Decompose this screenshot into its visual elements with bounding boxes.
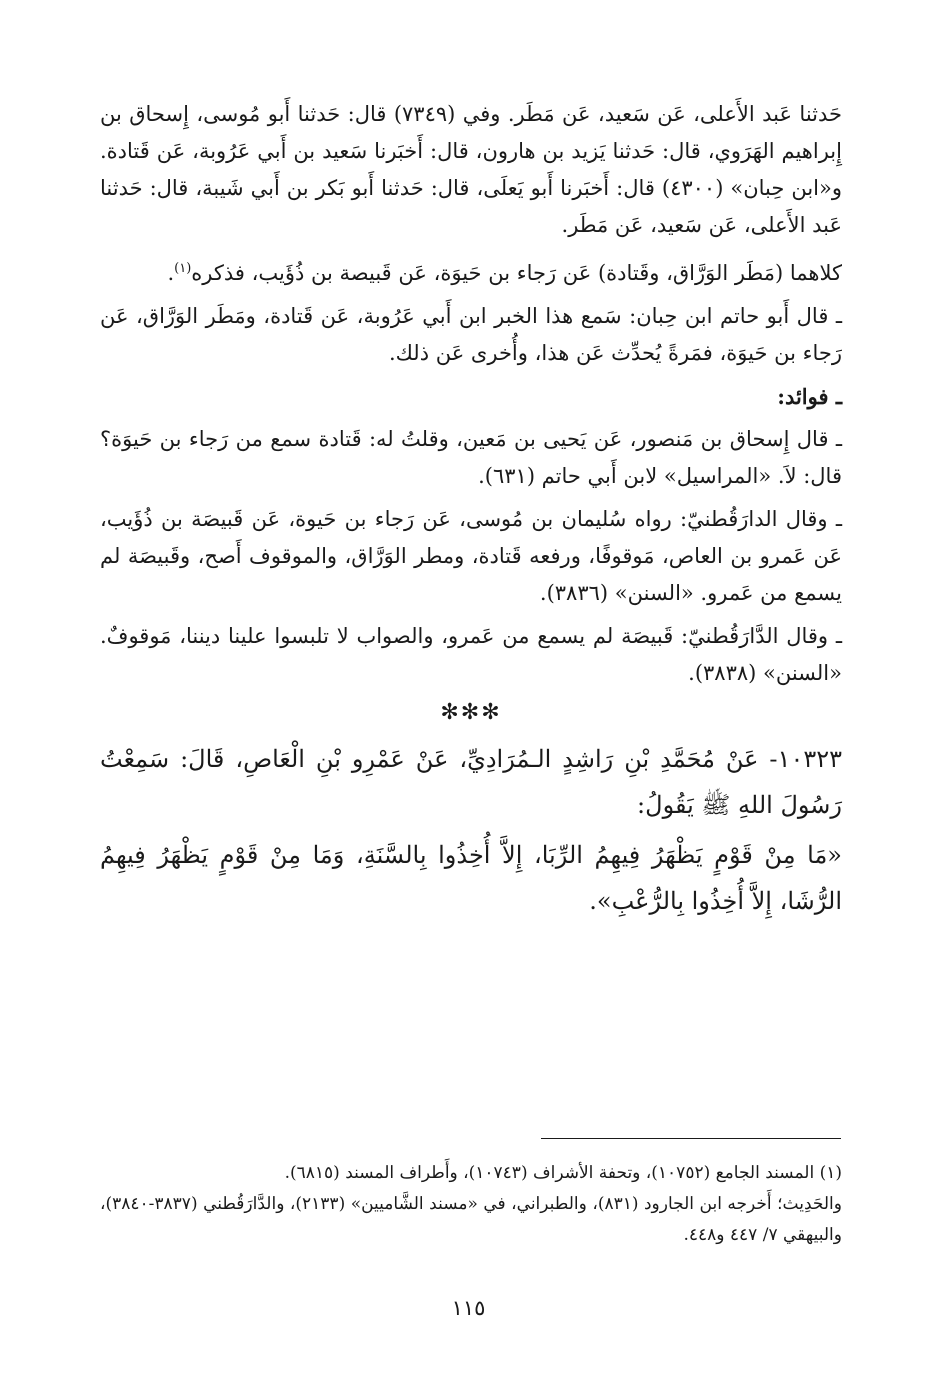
hadith-text: «مَا مِنْ قَوْمٍ يَظْهَرُ فِيهِمُ الرِّبَا، إِلاَّ أُخِذُوا بِالسَّنَةِ، وَمَا مِنْ قَوْمٍ يَظْهَرُ فِيهِمُ الرُّشَا، إِلاَّ أُخِذُوا بِالرُّعْبِ». xyxy=(100,841,842,915)
paragraph-benefit-2: ـ وقال الدارَقُطنيّ: رواه سُليمان بن مُوسى، عَن رَجاء بن حَيوة، عَن قَبيصَة بن ذُؤَيب، عَن عَمرو بن العاص، مَوقوفًا، ورفعه قَتادة، ومطر الوَرَّاق، والموقوف أَصح، وقَبيصَة لم يسمع من عَمرو. «السنن» (٣٨٣٦). xyxy=(100,507,842,605)
footnote-ref[interactable]: (١) xyxy=(174,261,192,276)
benefits-heading: ـ فوائد: xyxy=(777,384,842,409)
paragraph-isnad-2-text: كلاهما (مَطَر الوَرَّاق، وقَتادة) عَن رَجاء بن حَيوَة، عَن قَبيصة بن ذُؤَيب، فذكره xyxy=(191,261,842,285)
paragraph-benefit-3: ـ وقال الدَّارَقُطنيّ: قَبيصَة لم يسمع من عَمرو، والصواب لا تلبسوا علينا ديننا، مَوقوفٌ. «السنن» (٣٨٣٨). xyxy=(100,624,842,685)
paragraph-ibn-hibban: ـ قال أَبو حاتم ابن حِبان: سَمع هذا الخبر ابن أَبي عَرُوبة، عَن قَتادة، ومَطَر الوَرَّاق، عَن رَجاء بن حَيوَة، فمَرةً يُحدِّث عَن هذا، وأُخرى عَن ذلك. xyxy=(100,304,842,365)
footnotes xyxy=(100,1158,842,1251)
paragraph-isnad-2: كلاهما (مَطَر الوَرَّاق، وقَتادة) عَن رَجاء بن حَيوَة، عَن قَبيصة بن ذُؤَيب، فذكره$^{(١)}$. xyxy=(167,261,842,285)
footnote-divider xyxy=(541,1138,841,1139)
page-number: ١١٥ xyxy=(451,1296,486,1320)
paragraph-isnad-1: حَدثنا عَبد الأَعلى، عَن سَعيد، عَن مَطَر. وفي (٧٣٤٩) قال: حَدثنا أَبو مُوسى، إِسحاق بن إِبراهيم الهَرَوي، قال: حَدثنا يَزيد بن هارون، قال: أَخبَرنا سَعيد بن أَبي عَرُوبة، عَن قَتادة. و«ابن حِبان» (٤٣٠٠) قال: أَخبَرنا أَبو يَعلَى، قال: حَدثنا أَبو بَكر بن أَبي شَيبة، قال: حَدثنا عَبد الأَعلى، عَن سَعيد، عَن مَطَر. xyxy=(100,102,843,237)
hadith-intro: ١٠٣٢٣- عَنْ مُحَمَّدِ بْنِ رَاشِدٍ الـمُرَادِيِّ، عَنْ عَمْرِو بْنِ الْعَاصِ، قَالَ: سَمِعْتُ رَسُولَ اللهِ ﷺ يَقُولُ: xyxy=(100,745,842,819)
main-text xyxy=(100,96,842,928)
paragraph-benefit-1: ـ قال إِسحاق بن مَنصور، عَن يَحيى بن مَعين، وقلتُ له: قَتادة سمع من رَجاء بن حَيوَة؟ قال: لاَ. «المراسيل» لابن أَبي حاتم (٦٣١). xyxy=(100,427,842,488)
footnote-2: والحَدِيث؛ أَخرجه ابن الجارود (٨٣١)، والطبراني، في «مسند الشَّاميين» (٢١٣٣)، والدَّارَقُطني (٣٨٣٧-٣٨٤٠)، والبيهقي ٧/ ٤٤٧ و٤٤٨. xyxy=(100,1194,842,1245)
section-separator: ✻✻✻ xyxy=(440,700,502,725)
footnote-1: (١) المسند الجامع (١٠٧٥٢)، وتحفة الأشراف (١٠٧٤٣)، وأَطراف المسند (٦٨١٥). xyxy=(284,1163,842,1183)
